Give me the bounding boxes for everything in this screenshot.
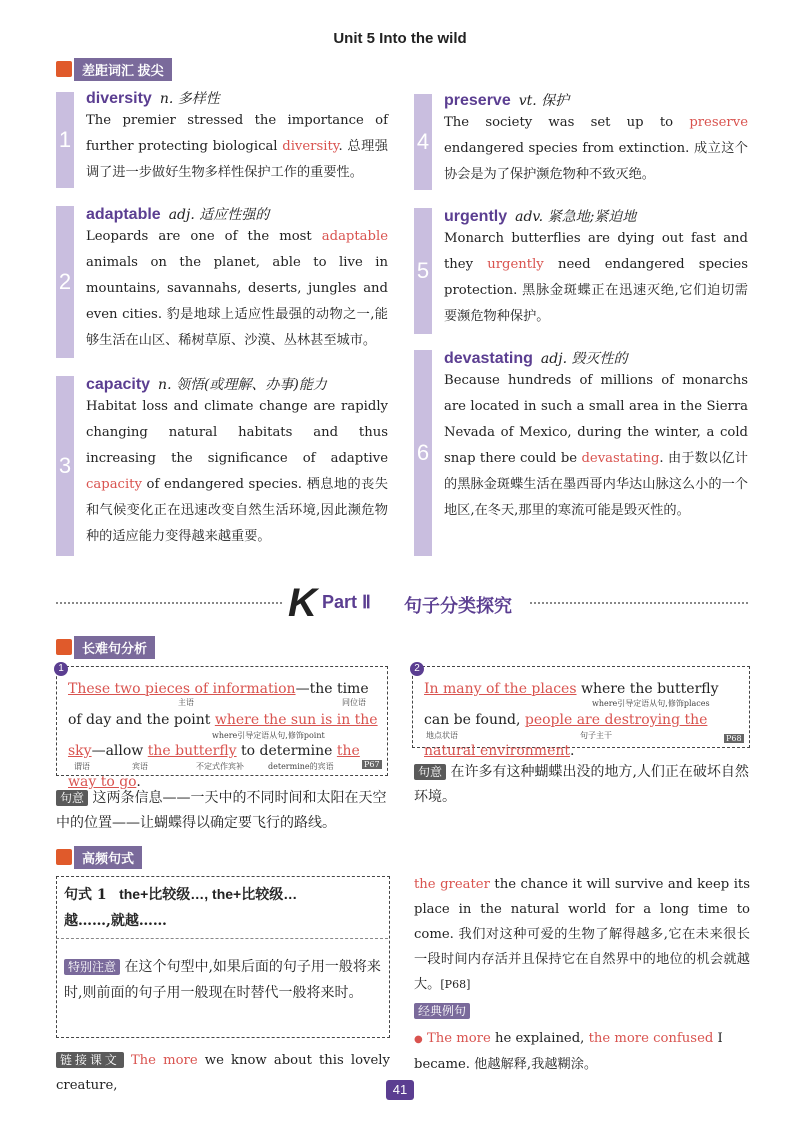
note-where-places: where引导定语从句,修饰places [592, 699, 710, 708]
section-tag-patterns [56, 846, 142, 868]
translation-tag: 句意 [56, 790, 88, 806]
section-label: 长难句分析 [74, 636, 155, 659]
vocab-example: Because hundreds of millions of monarchs are located in such a small area in the Sierra Nevada of Mexico, during the winter, a cold snap there could be devastating. 由于数以亿计的黑脉金斑蝶生活在墨西哥内华达山脉这么小的一个地区,在冬天,那里的寒流可能是毁灭性的。 [444, 373, 748, 518]
bullet-icon: ● [414, 1034, 423, 1045]
vocab-example: The premier stressed the importance of further protecting biological diversity. 总理强调了进一步做好生物多样性保护工作的重要性。 [86, 113, 388, 180]
pattern-formula: the+比较级…, the+比较级… [119, 886, 298, 902]
vocab-number-5: 5 [414, 208, 432, 334]
vocab-entry-2 [86, 204, 388, 354]
note-determine: determine的宾语 [268, 762, 334, 771]
vocab-pos: vt. 保护 [518, 93, 570, 109]
divider-left [56, 602, 282, 604]
part-title: Part Ⅱ [322, 592, 371, 612]
vocab-pos: n. 领悟(或理解、办事)能力 [158, 377, 327, 393]
vocab-example: Habitat loss and climate change are rapidly changing natural habitats and thus increasing the significance of adaptive capacity of endangered species. 栖息地的丧失和气候变化正在迅速改变自然生活环境,因此濒危物种的适应能力变得越来越重要。 [86, 399, 388, 544]
page-ref: P68 [726, 734, 742, 743]
example-tag: 经典例句 [414, 1000, 470, 1019]
vocab-number-3: 3 [56, 376, 74, 556]
note-adverbial: 地点状语 [426, 731, 458, 740]
vocab-word: preserve [444, 92, 511, 109]
note-tag: 特别注意 [64, 959, 120, 975]
book-icon [56, 849, 72, 865]
vocab-entry-3 [86, 374, 388, 550]
vocab-pos: n. 多样性 [159, 91, 220, 107]
note-main-clause: 句子主干 [580, 731, 612, 740]
vocab-pos: adj. 适应性强的 [168, 207, 270, 223]
vocab-example: Leopards are one of the most adaptable animals on the planet, able to live in mountains, savannahs, deserts, jungles and even cities. 豹是地球上适应性最强的动物之一,能够生活在山区、稀树草原、沙漠、丛林甚至城市。 [86, 229, 388, 348]
section-label: 高频句式 [74, 846, 142, 869]
translation-tag: 句意 [414, 764, 446, 780]
sentence-text-1: These two pieces of information—the time of day and the point where the sun is in the sky—allow the butterfly to determine the way to go. [68, 681, 378, 790]
linked-text-start: 链接课文 The more we know about this lovely creature, [56, 1053, 390, 1093]
sentence-translation-2: 句意 在许多有这种蝴蝶出没的地方,人们正在破坏自然环境。 [414, 764, 749, 805]
note-object: 宾语 [132, 762, 148, 771]
vocab-number-2: 2 [56, 206, 74, 358]
vocab-entry-1 [86, 88, 388, 186]
page-header-title: Unit 5 Into the wild [333, 30, 467, 47]
vocab-number-6: 6 [414, 350, 432, 556]
vocab-example: Monarch butterflies are dying out fast and they urgently need endangered species protection. 黑脉金斑蝶正在迅速灭绝,它们迫切需要濒危物种保护。 [444, 231, 748, 324]
section-tag-sentences [56, 636, 155, 658]
note-appositive: 同位语 [342, 698, 366, 707]
vocab-pos: adv. 紧急地;紧迫地 [515, 209, 637, 225]
vocab-word: devastating [444, 350, 533, 367]
note-where-clause: where引导定语从句,修饰point [212, 731, 325, 740]
vocab-word: adaptable [86, 206, 161, 223]
vocab-word: urgently [444, 208, 508, 225]
page-ref: P67 [364, 760, 380, 769]
sentence-number-2: 2 [410, 662, 424, 676]
linked-text-continued: the greater the chance it will survive and keep its place in the natural world for a long time to come. 我们对这种可爱的生物了解得越多,它在未来很长一段时间内存活并且保持它在自然界中的地位的机会就越大。[P68] [414, 877, 750, 992]
pattern-divider [56, 938, 388, 939]
example-sentence: ● The more he explained, the more confused I became. 他越解释,我越糊涂。 [414, 1031, 723, 1072]
note-subject: 主语 [178, 698, 194, 707]
note-predicate: 谓语 [74, 762, 90, 771]
vocab-entry-5 [444, 206, 748, 330]
pattern-title: 句式 1 [64, 887, 107, 903]
vocab-entry-4 [444, 90, 748, 188]
pattern-heading [64, 884, 297, 904]
pattern-meaning: 越……,就越…… [64, 913, 167, 929]
book-icon [56, 61, 72, 77]
section-label: 差距词汇 拔尖 [74, 58, 172, 81]
link-tag: 链接课文 [56, 1052, 124, 1068]
section-tag-vocab [56, 58, 172, 80]
vocab-number-4: 4 [414, 94, 432, 190]
part-letter: K [288, 581, 317, 625]
part-subtitle: 句子分类探究 [404, 596, 512, 616]
vocab-entry-6 [444, 348, 748, 524]
sentence-translation-1: 句意 这两条信息——一天中的不同时间和太阳在天空中的位置——让蝴蝶得以确定要飞行的路线。 [56, 790, 387, 831]
sentence-number-1: 1 [54, 662, 68, 676]
pattern-note: 特别注意 在这个句型中,如果后面的句子用一般将来时,则前面的句子用一般现在时替代一般将来时。 [64, 959, 381, 1001]
vocab-word: diversity [86, 90, 152, 107]
vocab-pos: adj. 毁灭性的 [540, 351, 628, 367]
vocab-number-1: 1 [56, 92, 74, 188]
book-icon [56, 639, 72, 655]
vocab-example: The society was set up to preserve endangered species from extinction. 成立这个协会是为了保护濒危物种不致灭绝。 [444, 115, 748, 182]
note-infinitive: 不定式作宾补 [196, 762, 244, 771]
divider-right [530, 602, 748, 604]
page-number: 41 [386, 1080, 414, 1100]
sentence-text-2: In many of the places where the butterfly can be found, people are destroying the natural environment. [424, 681, 719, 759]
vocab-word: capacity [86, 376, 151, 393]
